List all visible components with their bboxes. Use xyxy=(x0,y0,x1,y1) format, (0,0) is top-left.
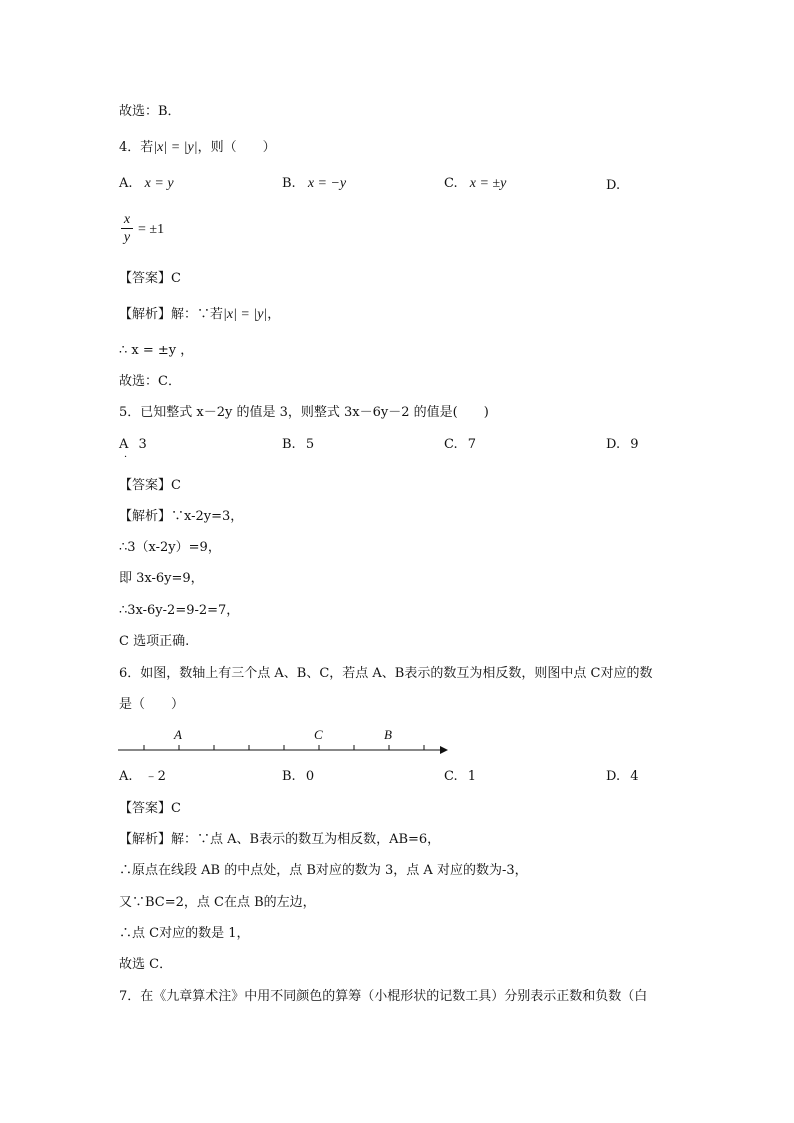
q4-option-b xyxy=(282,175,346,193)
q5-analysis-2: ∴3（x-2y）=9， xyxy=(119,540,221,555)
option-value: x = y xyxy=(144,176,174,191)
q4-option-d-rhs: = ±1 xyxy=(138,222,165,237)
point-label-a: A xyxy=(174,727,182,742)
q6-option-a xyxy=(119,768,166,786)
option-value: 3 xyxy=(138,437,147,452)
fraction-denominator: y xyxy=(123,230,131,245)
q6-option-d xyxy=(606,768,639,786)
q6-analysis-5: 故选 C． xyxy=(119,957,173,972)
fraction-bar xyxy=(121,228,133,229)
q6-option-b xyxy=(282,768,314,786)
q4-prefix: 4．若 xyxy=(119,140,154,155)
q6-answer: 【答案】C xyxy=(119,801,181,816)
q6-analysis-2: ∴原点在线段 AB 的中点处，点 B对应的数为 3，点 A 对应的数为-3， xyxy=(119,863,528,878)
q4-option-a xyxy=(119,175,174,193)
option-label: B. xyxy=(282,176,296,191)
q4-analysis xyxy=(119,306,280,324)
option-label: C. xyxy=(444,437,458,452)
arrow-head-icon xyxy=(440,746,448,754)
q4-abs-equation: |x| = |y| xyxy=(153,140,198,155)
option-value: 9 xyxy=(630,437,639,452)
q4-analysis-suffix: ， xyxy=(267,307,281,322)
question-7-stem: 7．在《九章算术注》中用不同颜色的算筹（小棍形状的记数工具）分别表示正数和负数（白 xyxy=(119,989,648,1004)
option-value: 7 xyxy=(467,437,477,452)
fraction-numerator: x xyxy=(123,212,131,227)
question-5-stem: 5．已知整式 x－2y 的值是 3，则整式 3x－6y－2 的值是( ) xyxy=(119,405,489,420)
option-label: B. xyxy=(282,437,296,452)
option-value: 5 xyxy=(305,437,315,452)
option-label: D. xyxy=(606,178,621,193)
number-line-figure xyxy=(118,726,452,758)
q5-option-b xyxy=(282,436,314,454)
q4-option-d-fraction xyxy=(121,212,133,245)
option-label: A. xyxy=(119,176,133,191)
option-label: C. xyxy=(444,176,458,191)
q5-analysis-1: 【解析】∵x-2y=3， xyxy=(119,509,244,524)
line-choose-b: 故选：B． xyxy=(119,104,181,119)
q4-option-c xyxy=(444,175,506,193)
q5-option-a-dot: ． xyxy=(124,449,134,460)
q6-analysis-1: 【解析】解：∵点 A、B表示的数互为相反数，AB=6， xyxy=(119,832,441,847)
option-label: B. xyxy=(282,769,296,784)
option-value: 0 xyxy=(305,769,315,784)
question-6-stem-2: 是（ ） xyxy=(119,697,185,712)
q4-analysis-prefix: 【解析】解：∵若 xyxy=(119,307,224,322)
q5-analysis-5: C 选项正确. xyxy=(119,634,190,649)
q5-option-c xyxy=(444,436,476,454)
question-4-stem xyxy=(119,139,276,157)
option-value: x = ±y xyxy=(469,176,507,191)
question-6-stem-1: 6．如图，数轴上有三个点 A、B、C，若点 A、B表示的数互为相反数，则图中点 C对应的数 xyxy=(119,666,653,681)
option-label: D. xyxy=(606,437,621,452)
point-label-c: C xyxy=(314,727,323,742)
option-label: D. xyxy=(606,769,621,784)
option-value: 1 xyxy=(467,769,477,784)
q5-analysis-3: 即 3x-6y=9， xyxy=(119,571,204,586)
point-label-b: B xyxy=(384,727,392,742)
q5-option-d xyxy=(606,436,639,454)
q6-option-c xyxy=(444,768,476,786)
q4-answer: 【答案】C xyxy=(119,271,181,286)
option-value: x = −y xyxy=(307,176,347,191)
option-value: ﹣2 xyxy=(144,769,166,784)
q4-suffix: ，则（ ） xyxy=(197,140,276,155)
q4-therefore: ∴ x = ±y ， xyxy=(119,343,194,358)
q4-option-d xyxy=(606,177,620,195)
q5-answer: 【答案】C xyxy=(119,478,181,493)
q4-analysis-abs: |x| = |y| xyxy=(223,307,268,322)
q6-analysis-4: ∴点 C对应的数是 1， xyxy=(119,926,250,941)
option-label: C. xyxy=(444,769,458,784)
option-label: A. xyxy=(119,769,133,784)
option-value: 4 xyxy=(630,769,639,784)
option-label: A xyxy=(119,437,129,452)
number-line-ticks xyxy=(144,745,424,750)
q5-analysis-4: ∴3x-6y-2=9-2=7， xyxy=(119,603,240,618)
q4-choose: 故选：C． xyxy=(119,374,181,389)
q6-analysis-3: 又∵BC=2，点 C在点 B的左边， xyxy=(119,895,316,910)
